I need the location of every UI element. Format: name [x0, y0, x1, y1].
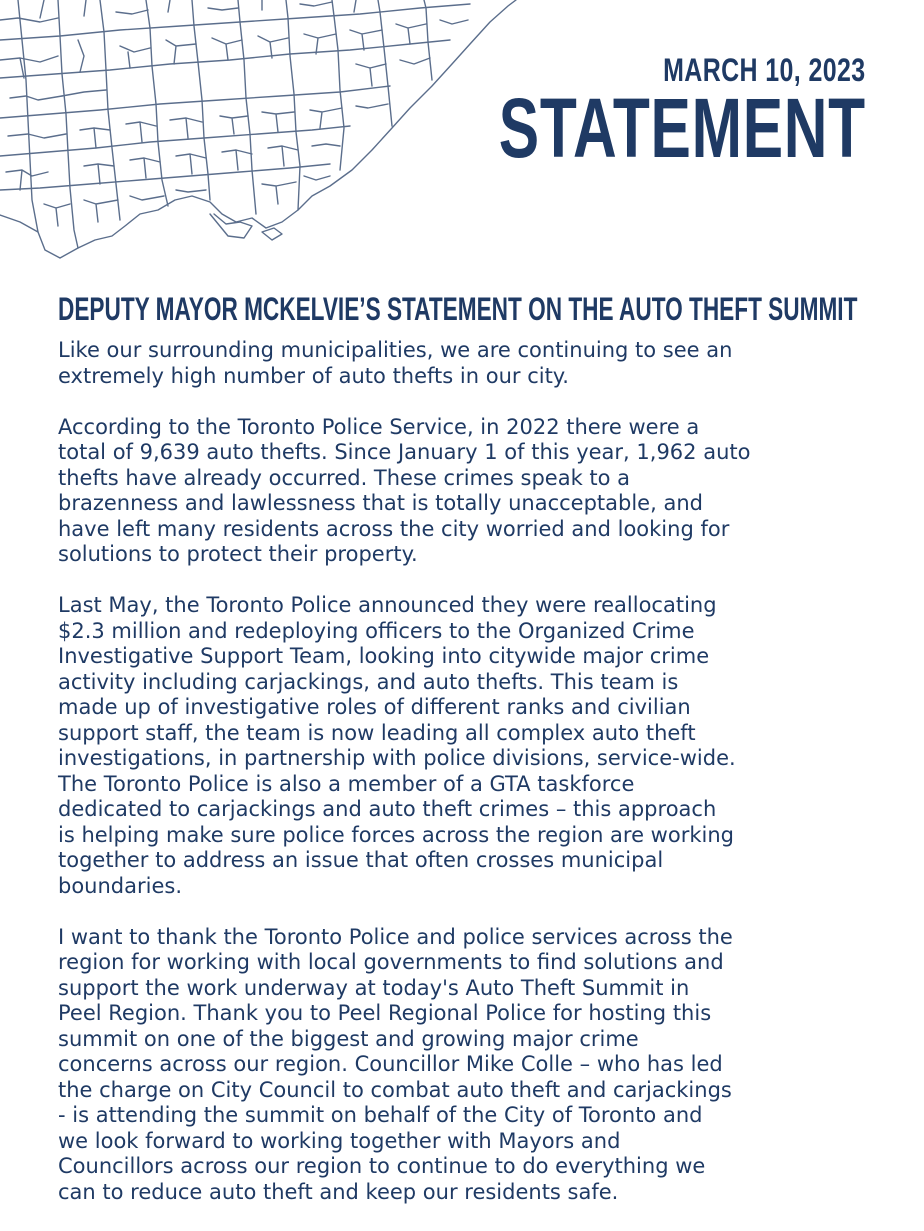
text-line: together to address an issue that often crosses municipal — [58, 848, 664, 872]
text-line: Peel Region. Thank you to Peel Regional Police for hosting this — [58, 1001, 712, 1025]
text-line: activity including carjackings, and auto thefts. This team is — [58, 669, 679, 694]
text-line: Councillors across our region to continue to do everything we — [58, 1154, 706, 1178]
text-line: - is attending the summit on behalf of the City of Toronto and — [58, 1103, 703, 1127]
text-line: region for working with local governments to find solutions and — [58, 950, 724, 974]
text-line: have left many residents across the city worried and looking for — [58, 516, 730, 541]
text-line: brazenness and lawlessness that is totally unacceptable, and — [58, 491, 703, 515]
text-line: I want to thank the Toronto Police and police services across the — [58, 924, 733, 949]
paragraph-3 — [58, 593, 888, 899]
text-line: support staff, the team is now leading all complex auto theft — [58, 720, 696, 745]
text-line: The Toronto Police is also a member of a GTA taskforce — [58, 771, 635, 796]
text-line: concerns across our region. Councillor Mike Colle – who has led — [58, 1052, 723, 1076]
statement-title: STATEMENT — [498, 81, 866, 175]
text-line: extremely high number of auto thefts in our city. — [58, 363, 569, 388]
text-line: According to the Toronto Police Service, in 2022 there were a — [58, 414, 700, 439]
text-line: summit on one of the biggest and growing major crime — [58, 1026, 639, 1051]
text-line: total of 9,639 auto thefts. Since January 1 of this year, 1,962 auto — [58, 440, 751, 464]
headline: DEPUTY MAYOR MCKELVIE’S STATEMENT ON THE AUTO THEFT SUMMIT — [58, 291, 858, 327]
text-line: made up of investigative roles of different ranks and civilian — [58, 695, 691, 719]
text-line: the charge on City Council to combat auto theft and carjackings — [58, 1077, 732, 1102]
text-line: $2.3 million and redeploying officers to the Organized Crime — [58, 618, 695, 643]
text-line: Investigative Support Team, looking into citywide major crime — [58, 644, 710, 668]
statement-body — [58, 338, 888, 1231]
statement-date: MARCH 10, 2023 — [663, 52, 866, 88]
paragraph-4 — [58, 925, 888, 1206]
text-line: can to reduce auto theft and keep our residents safe. — [58, 1179, 619, 1204]
toronto-ward-map-graphic — [0, 0, 520, 265]
text-line: Last May, the Toronto Police announced they were reallocating — [58, 593, 717, 617]
text-line: is helping make sure police forces across the region are working — [58, 822, 734, 847]
paragraph-2 — [58, 415, 888, 568]
text-line: we look forward to working together with Mayors and — [58, 1128, 621, 1153]
text-line: solutions to protect their property. — [58, 542, 418, 566]
text-line: dedicated to carjackings and auto theft crimes – this approach — [58, 797, 717, 821]
text-line: boundaries. — [58, 873, 183, 898]
text-line: Like our surrounding municipalities, we are continuing to see an — [58, 338, 733, 362]
text-line: support the work underway at today's Auto Theft Summit in — [58, 975, 690, 1000]
paragraph-1 — [58, 338, 888, 389]
text-line: investigations, in partnership with police divisions, service-wide. — [58, 746, 736, 770]
text-line: thefts have already occurred. These crimes speak to a — [58, 465, 631, 490]
